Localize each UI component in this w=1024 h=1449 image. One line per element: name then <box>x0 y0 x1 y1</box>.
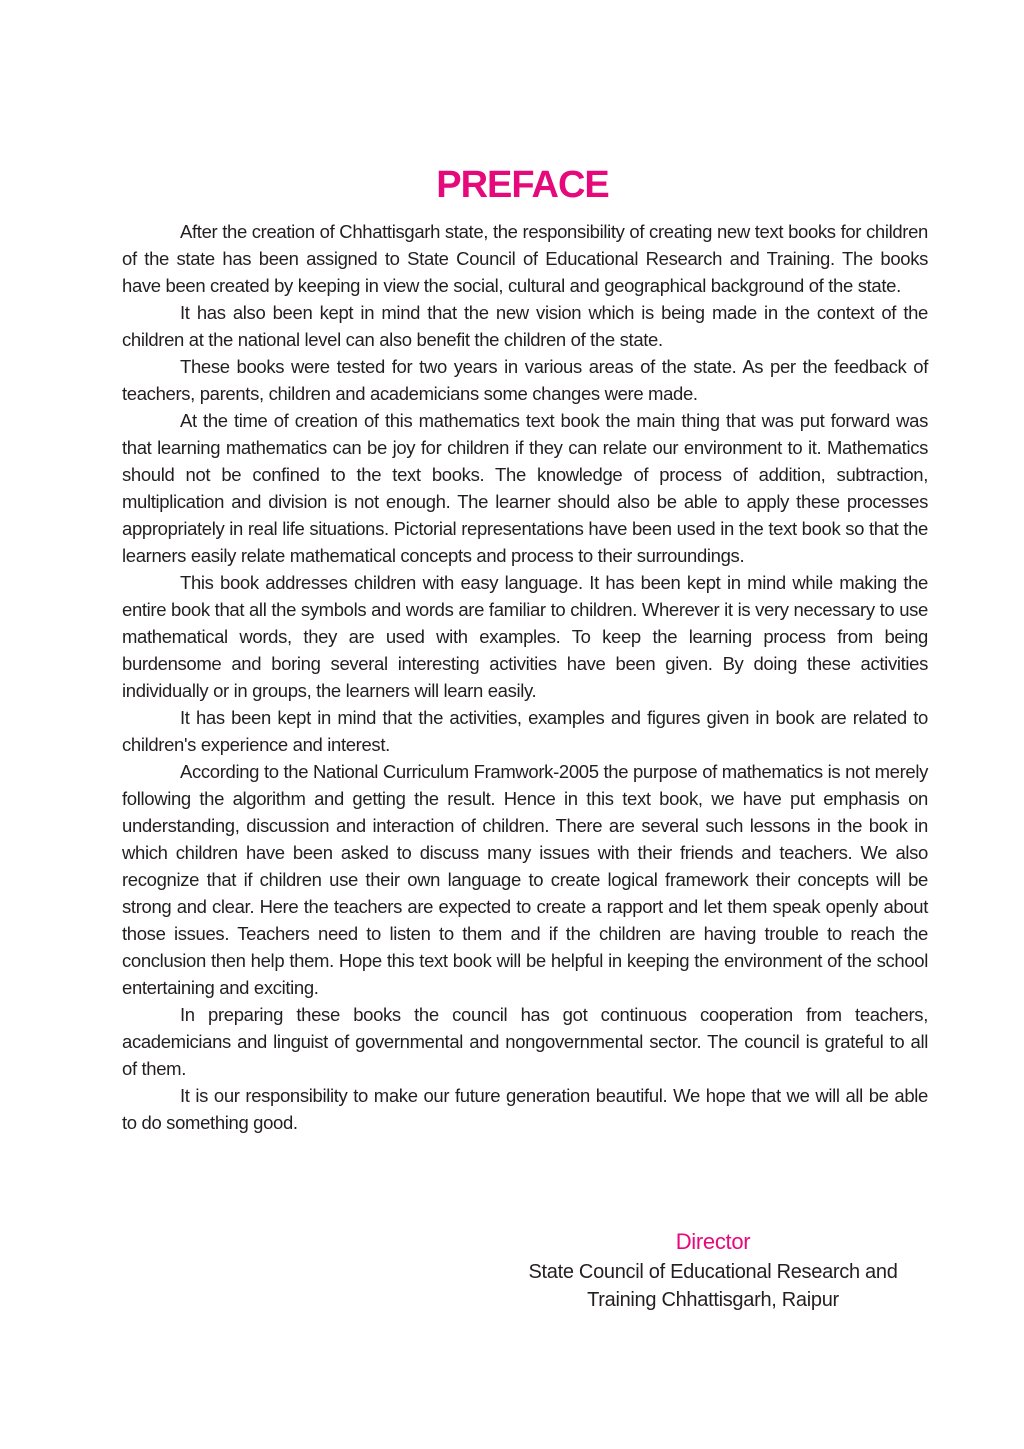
preface-paragraph: After the creation of Chhattisgarh state, the responsibility of creating new text books for children of the state has been assigned to State Council of Educational Research and Training. The books have been created by keeping in view the social, cultural and geographical background of the state. <box>122 221 928 296</box>
preface-body <box>122 218 928 1136</box>
signature-organization: State Council of Educational Research and <box>528 1261 898 1283</box>
signature-block <box>470 1226 956 1314</box>
preface-paragraph: These books were tested for two years in various areas of the state. As per the feedback of teachers, parents, children and academicians some changes were made. <box>122 356 928 404</box>
preface-paragraph: It has also been kept in mind that the new vision which is being made in the context of the children at the national level can also benefit the children of the state. <box>122 302 928 350</box>
preface-paragraph: This book addresses children with easy language. It has been kept in mind while making the entire book that all the symbols and words are familiar to children. Wherever it is very necessary to use mathematical words, they are used with examples. To keep the learning process from being burdensome and boring several interesting activities have been given. By doing these activities individually or in groups, the learners will learn easily. <box>122 572 928 701</box>
preface-paragraph: It has been kept in mind that the activities, examples and figures given in book are related to children's experience and interest. <box>122 707 928 755</box>
preface-paragraph: According to the National Curriculum Framwork-2005 the purpose of mathematics is not merely following the algorithm and getting the result. Hence in this text book, we have put emphasis on understanding, discussion and interaction of children. There are several such lessons in the book in which children have been asked to discuss many issues with their friends and teachers. We also recognize that if children use their own language to create logical framework their concepts will be strong and clear. Here the teachers are expected to create a rapport and let them speak openly about those issues. Teachers need to listen to them and if the children are having trouble to reach the conclusion then help them. Hope this text book will be helpful in keeping the environment of the school entertaining and exciting. <box>122 761 928 998</box>
preface-paragraph: At the time of creation of this mathematics text book the main thing that was put forward was that learning mathematics can be joy for children if they can relate our environment to it. Mathematics should not be confined to the text books. The knowledge of process of addition, subtraction, multiplication and division is not enough. The learner should also be able to apply these processes appropriately in real life situations. Pictorial representations have been used in the text book so that the learners easily relate mathematical concepts and process to their surroundings. <box>122 410 928 566</box>
page-title: PREFACE <box>436 164 609 206</box>
preface-paragraph: It is our responsibility to make our future generation beautiful. We hope that we will all be able to do something good. <box>122 1085 928 1133</box>
signature-title: Director <box>675 1229 751 1254</box>
preface-paragraph: In preparing these books the council has got continuous cooperation from teachers, academicians and linguist of governmental and nongovernmental sector. The council is grateful to all of them. <box>122 1004 928 1079</box>
signature-location: Training Chhattisgarh, Raipur <box>587 1289 839 1311</box>
